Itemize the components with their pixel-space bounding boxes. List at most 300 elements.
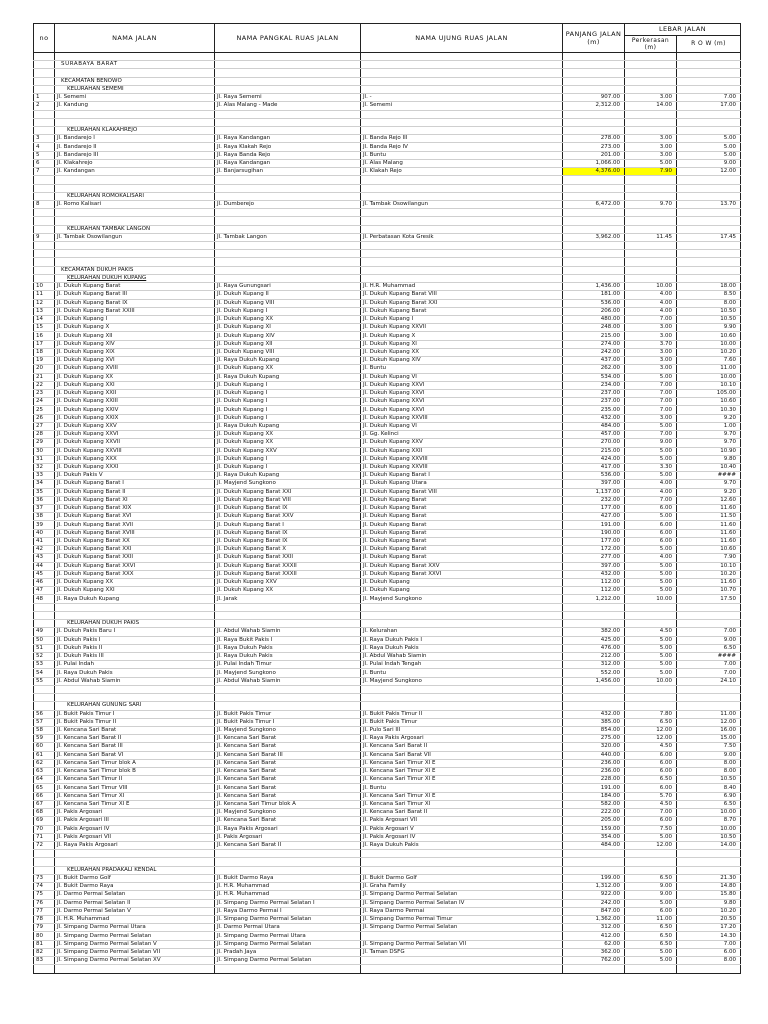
- cell-row: 10.00: [677, 825, 741, 833]
- cell-no: 59: [34, 735, 55, 743]
- empty-cell: [55, 965, 215, 973]
- table-header: [34, 24, 741, 53]
- cell-panjang: 536.00: [563, 472, 625, 480]
- cell-perkerasan: 4.00: [625, 307, 677, 315]
- empty-cell: [625, 866, 677, 874]
- table-row: [34, 833, 741, 841]
- cell-ujung: Jl. Dukuh Kupang Barat XXVI: [361, 570, 563, 578]
- cell-panjang: 184.00: [563, 792, 625, 800]
- cell-ujung: Jl. Dukuh Kupang XIV: [361, 357, 563, 365]
- cell-nama-jalan: Jl. Dukuh Kupang XVI: [55, 357, 215, 365]
- cell-nama-jalan: Jl. Kandangan: [55, 168, 215, 176]
- cell-ujung: Jl. Mayjend Sungkono: [361, 677, 563, 685]
- cell-no: 26: [34, 414, 55, 422]
- cell-no: 47: [34, 587, 55, 595]
- cell-row: 10.60: [677, 398, 741, 406]
- cell-pangkal: Jl. Kencana Sari Barat: [215, 792, 361, 800]
- cell-no: 12: [34, 299, 55, 307]
- cell-pangkal: Jl. Simpang Darmo Permai Selatan: [215, 957, 361, 965]
- blank-row: [34, 258, 741, 266]
- table-row: [34, 907, 741, 915]
- cell-row: 12.00: [677, 168, 741, 176]
- cell-perkerasan: 5.00: [625, 636, 677, 644]
- cell-ujung: Jl. Pakis Argosari IV: [361, 833, 563, 841]
- cell-perkerasan: 3.70: [625, 340, 677, 348]
- cell-row: 9.20: [677, 414, 741, 422]
- cell-panjang: 278.00: [563, 135, 625, 143]
- cell-pangkal: Jl. Raya Darmo Permai I: [215, 907, 361, 915]
- cell-nama-jalan: Jl. Dukuh Kupang Barat XXIII: [55, 307, 215, 315]
- cell-pangkal: Jl. Dukuh Kupang Barat XXI: [215, 488, 361, 496]
- empty-cell: [55, 69, 215, 77]
- cell-pangkal: Jl. Mayjend Sungkono: [215, 726, 361, 734]
- cell-nama-jalan: Jl. Pakis Argosari: [55, 809, 215, 817]
- cell-row: 10.20: [677, 907, 741, 915]
- cell-nama-jalan: Jl. Dukuh Kupang XXVII: [55, 439, 215, 447]
- empty-cell: [563, 209, 625, 217]
- table-row: [34, 948, 741, 956]
- cell-nama-jalan: Jl. Dukuh Kupang XXVIII: [55, 447, 215, 455]
- empty-cell: [625, 258, 677, 266]
- section-row: [34, 866, 741, 874]
- cell-row: 7.00: [677, 669, 741, 677]
- empty-cell: [215, 258, 361, 266]
- cell-no: 2: [34, 102, 55, 110]
- cell-no: 42: [34, 546, 55, 554]
- cell-pangkal: Jl. Dukuh Kupang VIII: [215, 348, 361, 356]
- table-row: [34, 340, 741, 348]
- cell-panjang: 275.00: [563, 735, 625, 743]
- cell-nama-jalan: Jl. Bukit Darmo Golf: [55, 874, 215, 882]
- table-row: [34, 299, 741, 307]
- empty-cell: [625, 85, 677, 93]
- cell-ujung: Jl. Dukuh Kupang Barat XXV: [361, 562, 563, 570]
- empty-cell: [677, 266, 741, 274]
- cell-nama-jalan: Jl. Simpang Darmo Permai Selatan V: [55, 940, 215, 948]
- cell-panjang: 320.00: [563, 743, 625, 751]
- cell-panjang: 262.00: [563, 365, 625, 373]
- empty-cell: [55, 694, 215, 702]
- cell-perkerasan: 12.00: [625, 726, 677, 734]
- cell-ujung: [361, 957, 563, 965]
- cell-perkerasan: 4.00: [625, 554, 677, 562]
- empty-cell: [677, 53, 741, 61]
- blank-row: [34, 685, 741, 693]
- cell-row: 10.90: [677, 447, 741, 455]
- empty-cell: [625, 118, 677, 126]
- cell-panjang: 412.00: [563, 932, 625, 940]
- cell-ujung: Jl. Simpang Darmo Permai Timur: [361, 915, 563, 923]
- cell-row: 11.60: [677, 537, 741, 545]
- table-row: [34, 759, 741, 767]
- cell-panjang: 201.00: [563, 151, 625, 159]
- empty-cell: [34, 250, 55, 258]
- empty-cell: [625, 250, 677, 258]
- blank-row: [34, 850, 741, 858]
- empty-cell: [34, 61, 55, 69]
- cell-pangkal: Jl. Raya Dukuh Kupang: [215, 472, 361, 480]
- cell-no: 6: [34, 159, 55, 167]
- cell-perkerasan: 6.00: [625, 529, 677, 537]
- empty-cell: [677, 126, 741, 134]
- cell-no: 27: [34, 422, 55, 430]
- cell-pangkal: Jl. Raya Gunungsari: [215, 283, 361, 291]
- cell-pangkal: Jl. Dukuh Kupang Barat XXV: [215, 513, 361, 521]
- empty-cell: [34, 242, 55, 250]
- cell-ujung: Jl. Buntu: [361, 669, 563, 677]
- cell-no: 19: [34, 357, 55, 365]
- cell-ujung: Jl. Banda Rejo III: [361, 135, 563, 143]
- empty-cell: [677, 620, 741, 628]
- cell-pangkal: Jl. Dukuh Kupang XX: [215, 439, 361, 447]
- cell-ujung: Jl. Bukit Darmo Golf: [361, 874, 563, 882]
- cell-row: 20.50: [677, 915, 741, 923]
- cell-panjang: 476.00: [563, 644, 625, 652]
- cell-ujung: Jl. Dukuh Kupang VI: [361, 373, 563, 381]
- cell-row: 8.00: [677, 957, 741, 965]
- cell-row: 18.00: [677, 283, 741, 291]
- cell-no: 24: [34, 398, 55, 406]
- cell-no: 78: [34, 915, 55, 923]
- cell-pangkal: Jl. Dukuh Kupang I: [215, 463, 361, 471]
- cell-pangkal: Jl. Dukuh Kupang I: [215, 381, 361, 389]
- cell-ujung: Jl. Tambak Osowilangun: [361, 200, 563, 208]
- cell-panjang: 534.00: [563, 373, 625, 381]
- empty-cell: [625, 217, 677, 225]
- table-row: [34, 776, 741, 784]
- empty-cell: [625, 694, 677, 702]
- cell-pangkal: Jl. Raya Dukuh Kupang: [215, 422, 361, 430]
- cell-perkerasan: 3.00: [625, 143, 677, 151]
- empty-cell: [677, 250, 741, 258]
- cell-ujung: Jl. Simpang Darmo Permai Selatan: [361, 924, 563, 932]
- table-row: [34, 800, 741, 808]
- cell-nama-jalan: Jl. Dukuh Pakis II: [55, 644, 215, 652]
- cell-row: 10.00: [677, 809, 741, 817]
- cell-panjang: 242.00: [563, 348, 625, 356]
- cell-row: 17.50: [677, 595, 741, 603]
- cell-pangkal: Jl. Kencana Sari Barat: [215, 776, 361, 784]
- cell-pangkal: Jl. Bukit Pakis Timur I: [215, 718, 361, 726]
- empty-cell: [677, 850, 741, 858]
- cell-nama-jalan: Jl. Dukuh Kupang X: [55, 324, 215, 332]
- cell-no: 9: [34, 233, 55, 241]
- cell-nama-jalan: Jl. Dukuh Kupang XXV: [55, 422, 215, 430]
- cell-ujung: Jl. Raya Darmo Permai: [361, 907, 563, 915]
- cell-ujung: Jl. Dukuh Kupang XXVI: [361, 381, 563, 389]
- table-row: [34, 595, 741, 603]
- empty-cell: [34, 858, 55, 866]
- cell-nama-jalan: Jl. Kencana Sari Timur XI E: [55, 800, 215, 808]
- cell-perkerasan: 11.00: [625, 915, 677, 923]
- empty-cell: [563, 850, 625, 858]
- cell-no: 44: [34, 562, 55, 570]
- cell-perkerasan: 7.90: [625, 168, 677, 176]
- cell-ujung: Jl. Pakis Argosari VII: [361, 817, 563, 825]
- cell-no: 5: [34, 151, 55, 159]
- table-row: [34, 669, 741, 677]
- table-row: [34, 307, 741, 315]
- cell-nama-jalan: Jl. Dukuh Kupang XXIII: [55, 398, 215, 406]
- empty-cell: [563, 858, 625, 866]
- cell-ujung: Jl. Dukuh Kupang Barat: [361, 554, 563, 562]
- cell-perkerasan: 6.50: [625, 940, 677, 948]
- cell-panjang: 312.00: [563, 661, 625, 669]
- empty-cell: [563, 69, 625, 77]
- cell-no: 30: [34, 447, 55, 455]
- cell-nama-jalan: Jl. Dukuh Pakis III: [55, 652, 215, 660]
- cell-perkerasan: 4.50: [625, 628, 677, 636]
- cell-panjang: 236.00: [563, 768, 625, 776]
- empty-cell: [563, 274, 625, 282]
- empty-cell: [563, 217, 625, 225]
- cell-perkerasan: 3.00: [625, 357, 677, 365]
- empty-cell: [361, 850, 563, 858]
- cell-ujung: Jl. Buntu: [361, 784, 563, 792]
- cell-row: 9.90: [677, 324, 741, 332]
- cell-row: 17.00: [677, 102, 741, 110]
- header-lebar-jalan: LEBAR JALAN: [625, 24, 741, 36]
- empty-cell: [361, 184, 563, 192]
- cell-nama-jalan: Jl. Dukuh Kupang XXVI: [55, 431, 215, 439]
- blank-row: [34, 217, 741, 225]
- cell-perkerasan: 10.00: [625, 677, 677, 685]
- cell-nama-jalan: Jl. Dukuh Pakis Baru I: [55, 628, 215, 636]
- empty-cell: [215, 192, 361, 200]
- cell-row: 8.00: [677, 768, 741, 776]
- empty-cell: [625, 61, 677, 69]
- cell-nama-jalan: Jl. Raya Dukuh Kupang: [55, 595, 215, 603]
- cell-no: 15: [34, 324, 55, 332]
- cell-row: 11.00: [677, 710, 741, 718]
- cell-nama-jalan: Jl. Dukuh Kupang Barat XX: [55, 537, 215, 545]
- cell-ujung: Jl. Kencana Sari Timur XI: [361, 800, 563, 808]
- empty-cell: [34, 866, 55, 874]
- table-row: [34, 159, 741, 167]
- table-row: [34, 143, 741, 151]
- empty-cell: [55, 611, 215, 619]
- cell-no: 22: [34, 381, 55, 389]
- cell-perkerasan: 7.00: [625, 496, 677, 504]
- cell-row: 15.80: [677, 891, 741, 899]
- cell-panjang: 172.00: [563, 546, 625, 554]
- header-pangkal-ruas: NAMA PANGKAL RUAS JALAN: [215, 24, 361, 53]
- cell-ujung: Jl. Dukuh Kupang Barat VIII: [361, 488, 563, 496]
- cell-no: 53: [34, 661, 55, 669]
- cell-pangkal: Jl. Kencana Sari Barat: [215, 768, 361, 776]
- cell-perkerasan: 3.00: [625, 94, 677, 102]
- empty-cell: [215, 242, 361, 250]
- cell-ujung: Jl. Banda Rejo IV: [361, 143, 563, 151]
- cell-no: 13: [34, 307, 55, 315]
- cell-nama-jalan: Jl. Kencana Sari Timur VIII: [55, 784, 215, 792]
- cell-perkerasan: 4.00: [625, 299, 677, 307]
- table-row: [34, 414, 741, 422]
- table-row: [34, 135, 741, 143]
- cell-no: 28: [34, 431, 55, 439]
- section-label: SURABAYA BARAT: [55, 61, 215, 69]
- blank-row: [34, 965, 741, 973]
- cell-nama-jalan: Jl. Dukuh Kupang XX: [55, 373, 215, 381]
- cell-pangkal: Jl. Dukuh Kupang XI: [215, 324, 361, 332]
- empty-cell: [34, 118, 55, 126]
- cell-ujung: Jl. Dukuh Kupang XXV: [361, 439, 563, 447]
- empty-cell: [563, 192, 625, 200]
- cell-ujung: Jl. Simpang Darmo Permai Selatan IV: [361, 899, 563, 907]
- cell-panjang: 1,312.00: [563, 883, 625, 891]
- cell-row: 6.50: [677, 800, 741, 808]
- cell-panjang: 480.00: [563, 316, 625, 324]
- cell-panjang: 385.00: [563, 718, 625, 726]
- cell-perkerasan: 5.00: [625, 644, 677, 652]
- cell-perkerasan: 5.00: [625, 570, 677, 578]
- cell-row: 17.20: [677, 924, 741, 932]
- cell-nama-jalan: Jl. Dukuh Kupang Barat: [55, 283, 215, 291]
- cell-pangkal: Jl. Dukuh Kupang XX: [215, 316, 361, 324]
- cell-pangkal: Jl. Raya Dukuh Kupang: [215, 357, 361, 365]
- cell-row: 9.80: [677, 455, 741, 463]
- cell-row: 14.30: [677, 932, 741, 940]
- cell-panjang: 181.00: [563, 291, 625, 299]
- cell-no: 3: [34, 135, 55, 143]
- empty-cell: [34, 274, 55, 282]
- cell-panjang: 177.00: [563, 537, 625, 545]
- cell-nama-jalan: Jl. Simpang Darmo Permai Selatan XV: [55, 957, 215, 965]
- cell-pangkal: Jl. Dukuh Kupang I: [215, 389, 361, 397]
- table-row: [34, 751, 741, 759]
- empty-cell: [563, 225, 625, 233]
- empty-cell: [215, 620, 361, 628]
- cell-ujung: Jl. Dukuh Kupang Barat: [361, 521, 563, 529]
- cell-no: 52: [34, 652, 55, 660]
- empty-cell: [34, 620, 55, 628]
- cell-perkerasan: 5.00: [625, 661, 677, 669]
- cell-nama-jalan: Jl. Bukit Pakis Timur II: [55, 718, 215, 726]
- empty-cell: [361, 77, 563, 85]
- cell-nama-jalan: Jl. Simpang Darmo Permai Selatan: [55, 932, 215, 940]
- cell-ujung: Jl. Buntu: [361, 365, 563, 373]
- section-label: KELURAHAN PRADAKALI KENDAL: [55, 866, 215, 874]
- header-ujung-ruas: NAMA UJUNG RUAS JALAN: [361, 24, 563, 53]
- table-row: [34, 784, 741, 792]
- cell-pangkal: Jl. Darmo Permai Utara: [215, 924, 361, 932]
- table-row: [34, 661, 741, 669]
- cell-no: 60: [34, 743, 55, 751]
- empty-cell: [677, 77, 741, 85]
- cell-ujung: Jl. Dukuh Kupang Utara: [361, 480, 563, 488]
- cell-ujung: Jl. Bukit Pakis Timur: [361, 718, 563, 726]
- cell-panjang: 854.00: [563, 726, 625, 734]
- cell-row: 10.00: [677, 340, 741, 348]
- cell-nama-jalan: Jl. Kencana Sari Timur blok B: [55, 768, 215, 776]
- cell-no: 75: [34, 891, 55, 899]
- cell-row: 5.00: [677, 135, 741, 143]
- cell-no: 55: [34, 677, 55, 685]
- empty-cell: [625, 858, 677, 866]
- empty-cell: [361, 266, 563, 274]
- cell-ujung: Jl. Pakis Argosari V: [361, 825, 563, 833]
- empty-cell: [361, 250, 563, 258]
- empty-cell: [215, 217, 361, 225]
- table-row: [34, 381, 741, 389]
- cell-pangkal: Jl. Raya Dukuh Pakis: [215, 652, 361, 660]
- cell-pangkal: Jl. Dukuh Kupang Barat IX: [215, 505, 361, 513]
- table-row: [34, 102, 741, 110]
- cell-pangkal: Jl. Kencana Sari Barat: [215, 784, 361, 792]
- cell-row: 10.10: [677, 562, 741, 570]
- empty-cell: [625, 209, 677, 217]
- empty-cell: [677, 258, 741, 266]
- empty-cell: [677, 274, 741, 282]
- section-row: [34, 266, 741, 274]
- table-row: [34, 332, 741, 340]
- table-row: [34, 891, 741, 899]
- section-row: [34, 274, 741, 282]
- cell-panjang: 552.00: [563, 669, 625, 677]
- table-row: [34, 883, 741, 891]
- cell-row: 8.40: [677, 784, 741, 792]
- section-row: [34, 126, 741, 134]
- cell-panjang: 457.00: [563, 431, 625, 439]
- cell-ujung: Jl. Raya Dukuh Pakis: [361, 644, 563, 652]
- cell-row: 11.50: [677, 513, 741, 521]
- cell-panjang: 62.00: [563, 940, 625, 948]
- cell-perkerasan: 3.00: [625, 348, 677, 356]
- cell-perkerasan: 5.00: [625, 948, 677, 956]
- cell-panjang: 354.00: [563, 833, 625, 841]
- empty-cell: [361, 225, 563, 233]
- cell-perkerasan: 3.30: [625, 463, 677, 471]
- cell-no: 34: [34, 480, 55, 488]
- road-data-table: [33, 23, 741, 974]
- cell-row: 11.60: [677, 521, 741, 529]
- cell-pangkal: Jl. Raya Sememi: [215, 94, 361, 102]
- blank-row: [34, 209, 741, 217]
- empty-cell: [361, 217, 563, 225]
- cell-nama-jalan: Jl. Kencana Sari Barat II: [55, 735, 215, 743]
- cell-ujung: Jl. Buntu: [361, 151, 563, 159]
- header-perkerasan: Perkerasan (m): [625, 35, 677, 52]
- cell-panjang: 312.00: [563, 924, 625, 932]
- blank-row: [34, 69, 741, 77]
- cell-no: 10: [34, 283, 55, 291]
- cell-panjang: 582.00: [563, 800, 625, 808]
- empty-cell: [34, 110, 55, 118]
- cell-panjang: 232.00: [563, 496, 625, 504]
- cell-nama-jalan: Jl. Kencana Sari Timur XI: [55, 792, 215, 800]
- section-label: KELURAHAN DUKUH KUPANG: [55, 274, 215, 282]
- cell-panjang: 112.00: [563, 579, 625, 587]
- empty-cell: [625, 69, 677, 77]
- empty-cell: [55, 603, 215, 611]
- cell-ujung: Jl. Dukuh Kupang: [361, 587, 563, 595]
- cell-perkerasan: 5.00: [625, 422, 677, 430]
- blank-row: [34, 603, 741, 611]
- cell-nama-jalan: Jl. Dukuh Kupang XXI: [55, 381, 215, 389]
- cell-no: 79: [34, 924, 55, 932]
- cell-pangkal: Jl. Dukuh Kupang I: [215, 406, 361, 414]
- cell-perkerasan: 4.00: [625, 291, 677, 299]
- empty-cell: [55, 242, 215, 250]
- empty-cell: [361, 61, 563, 69]
- empty-cell: [563, 620, 625, 628]
- cell-no: 73: [34, 874, 55, 882]
- cell-row: 8.50: [677, 291, 741, 299]
- cell-nama-jalan: Jl. Bukit Pakis Timur I: [55, 710, 215, 718]
- cell-panjang: 236.00: [563, 759, 625, 767]
- cell-no: 4: [34, 143, 55, 151]
- table-row: [34, 874, 741, 882]
